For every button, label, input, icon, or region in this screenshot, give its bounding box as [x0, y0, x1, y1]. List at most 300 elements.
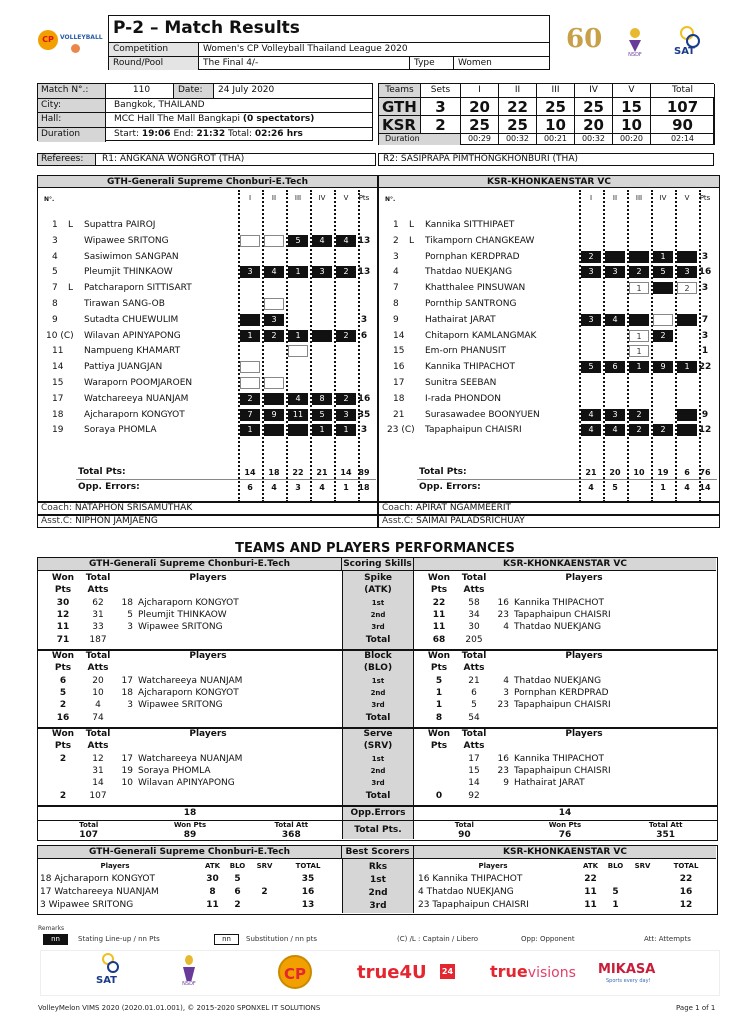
end-label: End: — [173, 128, 194, 139]
starting-legend-square: nn — [43, 934, 68, 945]
player-points: 3 — [360, 425, 368, 436]
total-attempts: 14 — [468, 778, 480, 788]
total-won: 0 — [435, 791, 443, 801]
player-name: Kannika SITTHIPAET — [425, 220, 515, 230]
won-points: 30 — [56, 598, 70, 608]
starting-square: 3 — [677, 266, 697, 278]
substitution-square — [653, 314, 673, 326]
referee-1-box — [37, 153, 376, 166]
team-a-opp-errors: 18 — [183, 808, 197, 818]
round-row — [109, 56, 549, 70]
won-header: Won — [51, 651, 75, 661]
nsdf-text: NSDF — [182, 981, 196, 987]
best-player: 18 Ajcharaporn KONGYOT — [40, 874, 156, 884]
player-row — [38, 233, 377, 249]
referees-label: Referees: — [38, 154, 96, 165]
score-cell: 107 — [651, 98, 715, 116]
total-pts-value: 14 — [244, 468, 256, 477]
player-name: Thatdao NUEKJANG — [514, 622, 602, 632]
ball-icon — [71, 44, 80, 53]
total-attempts: 20 — [92, 676, 104, 686]
won-points: 11 — [432, 622, 446, 632]
player-row — [379, 375, 719, 391]
coach-label: Coach: — [41, 503, 72, 513]
score-header-5: IV — [575, 84, 613, 98]
starting-square: 9 — [264, 409, 284, 421]
best-stat: 5 — [612, 887, 619, 897]
player-name: Ajcharaporn KONGYOT — [138, 688, 239, 698]
best-stat: 12 — [679, 900, 693, 910]
hall-name: MCC Hall The Mall Bangkapi — [114, 114, 240, 124]
player-number: 16 — [393, 362, 405, 373]
starting-square: 4 — [288, 393, 308, 405]
player-number: 23 — [497, 700, 509, 710]
score-header-7: Total — [651, 84, 715, 98]
player-number: 7 — [393, 283, 399, 294]
atts-header: Atts — [87, 741, 109, 751]
best-stat: 11 — [206, 900, 219, 910]
pts-header: Pts — [430, 663, 448, 673]
opp-errors-label: Opp. Errors: — [78, 482, 140, 492]
opp-errors-value: 1 — [343, 483, 349, 492]
player-name: Tapaphaipun CHAISRI — [514, 610, 611, 620]
player-name: Watchareeya NUANJAM — [138, 676, 243, 686]
player-row — [379, 328, 719, 344]
sponsor-24-badge: 24 — [440, 964, 455, 979]
score-header-3: II — [499, 84, 537, 98]
skill-code: (ATK) — [364, 585, 392, 595]
player-row — [379, 343, 719, 359]
best-stat: 8 — [209, 887, 216, 897]
player-number: 3 — [503, 688, 509, 698]
player-name: Watchareeya NUANJAM — [84, 393, 189, 404]
team-b-coach — [378, 502, 720, 515]
player-number: 18 — [121, 688, 133, 698]
player-name: Pornthip SANTRONG — [425, 299, 517, 309]
totals-header: Total — [454, 821, 474, 829]
player-number: 3 — [393, 251, 399, 262]
player-row — [379, 391, 719, 407]
type-label: Type — [409, 57, 454, 70]
skill-total-label: Total — [365, 635, 391, 645]
skill-total-label: Total — [365, 713, 391, 723]
starting-square: 3 — [605, 266, 625, 278]
total-attempts: 15 — [468, 766, 480, 776]
player-number: 19 — [121, 766, 133, 776]
attempts-legend: Att: Attempts — [644, 935, 691, 943]
starting-square: 1 — [288, 330, 308, 342]
total-header: Total — [461, 651, 487, 661]
hall-value — [110, 113, 314, 127]
score-cell: 25 — [575, 98, 613, 116]
total-label: Total: — [227, 128, 253, 139]
starting-square: 1 — [677, 361, 697, 373]
score-header-1: Sets — [421, 84, 461, 98]
player-name: Khatthalee PINSUWAN — [425, 283, 526, 294]
player-number: 19 — [52, 425, 64, 436]
pts-header: Pts — [54, 585, 72, 595]
player-name: Kannika THIPACHOT — [425, 362, 515, 373]
starting-square: 3 — [240, 266, 260, 278]
player-name: Watchareeya NUANJAM — [138, 754, 243, 764]
player-name: Pornphan KERDPRAD — [514, 688, 609, 698]
player-number: 23 — [497, 766, 509, 776]
total-atts: 74 — [92, 713, 104, 723]
player-row — [38, 391, 377, 407]
player-name: Em-orn PHANUSIT — [425, 346, 507, 357]
total-attempts: 33 — [92, 622, 104, 632]
player-row — [38, 328, 377, 344]
best-scorers-header: Best Scorers — [342, 846, 414, 859]
opp-errors-value: 4 — [684, 483, 690, 492]
total-pts-label: Total Pts. — [354, 825, 402, 835]
asst-label: Asst.C: — [382, 516, 414, 526]
player-number: 10 — [121, 778, 133, 788]
sponsor-true4u-logo: true4U — [357, 962, 427, 983]
date-value: 24 July 2020 — [218, 85, 275, 95]
won-points: 2 — [59, 754, 67, 764]
starting-square: 5 — [653, 266, 673, 278]
round-value: The Final 4/- — [203, 58, 259, 68]
best-header: BLO — [607, 862, 624, 870]
won-points: 6 — [59, 676, 67, 686]
starting-square: 2 — [240, 393, 260, 405]
scoring-skills-header: Scoring Skills — [342, 558, 414, 571]
players-header: Players — [189, 651, 227, 661]
player-row — [38, 359, 377, 375]
best-stat: 35 — [301, 874, 315, 884]
skill-total-label: Total — [365, 791, 391, 801]
starting-square: 2 — [581, 251, 601, 263]
best-player: 4 Thatdao NUEKJANG — [418, 887, 514, 897]
player-number: 9 — [52, 314, 58, 325]
substitution-square: 1 — [629, 345, 649, 357]
won-header: Won — [427, 573, 451, 583]
totals-divider — [417, 479, 717, 480]
team-b-performance-header: KSR-KHONKAENSTAR VC — [414, 558, 716, 571]
starting-square: 4 — [605, 424, 625, 436]
rank-label: 3rd — [371, 623, 385, 631]
players-header: Players — [189, 573, 227, 583]
total-header: Total — [461, 573, 487, 583]
atts-header: Atts — [463, 663, 485, 673]
starting-square: 5 — [312, 409, 332, 421]
starting-square: 1 — [336, 424, 356, 436]
total-attempts: 34 — [468, 610, 480, 620]
player-number: 7 — [52, 283, 58, 294]
substitution-square — [240, 235, 260, 247]
team-name-header: GTH-Generali Supreme Chonburi-E.Tech — [38, 176, 377, 188]
player-name: Pornphan KERDPRAD — [425, 251, 520, 262]
player-number: 15 — [52, 378, 64, 388]
best-header: ATK — [204, 862, 221, 870]
best-scorers-table — [37, 845, 718, 915]
set-duration: 02:14 — [651, 134, 715, 145]
score-header-0: Teams — [379, 84, 421, 98]
player-name: Sunitra SEEBAN — [425, 378, 497, 388]
starting-square: 4 — [264, 266, 284, 278]
player-name: Ajcharaporn KONGYOT — [138, 598, 239, 608]
best-stat: 22 — [679, 874, 693, 884]
player-number: 14 — [393, 330, 405, 341]
score-header-2: I — [461, 84, 499, 98]
asst-label: Asst.C: — [41, 516, 73, 526]
set-column-header: V — [684, 194, 690, 202]
team-a-coach — [37, 502, 378, 515]
player-row — [379, 312, 719, 328]
team-code: GTH — [379, 98, 421, 116]
won-points: 1 — [435, 688, 443, 698]
score-cell: 90 — [651, 116, 715, 134]
player-row — [379, 296, 719, 312]
player-name: Pleumjit THINKAOW — [138, 610, 227, 620]
opponent-legend: Opp: Opponent — [521, 935, 575, 943]
substitution-square — [264, 298, 284, 310]
player-name: Tapaphaipun CHAISRI — [425, 425, 522, 436]
starting-square: 4 — [581, 409, 601, 421]
best-header: ATK — [582, 862, 599, 870]
player-points: 13 — [357, 267, 371, 278]
sat-text: SAT — [96, 975, 117, 986]
page-number: Page 1 of 1 — [676, 1004, 716, 1012]
asst-name: NIPHON JAMJAENG — [75, 516, 158, 526]
total-pts-value: 76 — [699, 468, 711, 477]
player-name: Pattiya JUANGJAN — [84, 362, 163, 373]
starting-square: 2 — [629, 409, 649, 421]
player-number: 16 — [497, 754, 509, 764]
player-points: 13 — [357, 235, 371, 246]
match-no-row — [38, 84, 372, 99]
player-points: 1 — [701, 346, 709, 357]
best-header: Players — [100, 862, 130, 870]
total-pts-value: 20 — [609, 468, 621, 477]
starting-square — [264, 393, 284, 405]
totals-header: Total — [79, 821, 99, 829]
referee-2-box — [378, 153, 714, 166]
rank-label: 1st — [371, 677, 385, 685]
player-row — [38, 375, 377, 391]
starting-square: 9 — [653, 361, 673, 373]
starting-square: 1 — [653, 251, 673, 263]
starting-square — [312, 330, 332, 342]
starting-square: 3 — [605, 409, 625, 421]
player-row — [38, 280, 377, 296]
anniversary-60-logo: 60 — [566, 24, 603, 54]
nsdf-logo: NSDF — [628, 28, 642, 60]
total-won: 68 — [432, 635, 446, 645]
rank-label: 3rd — [371, 779, 385, 787]
player-number: 4 — [52, 251, 58, 262]
starting-square: 4 — [605, 314, 625, 326]
match-no-label: Match N°.: — [38, 84, 106, 98]
coach-name: NATAPHON SRISAMUTHAK — [74, 503, 193, 513]
best-player: 16 Kannika THIPACHOT — [418, 874, 523, 884]
totals-value: 89 — [183, 830, 197, 840]
player-number: 17 — [52, 393, 64, 404]
best-player: 23 Tapaphaipun CHAISRI — [418, 900, 529, 910]
total-atts: 54 — [468, 713, 480, 723]
total-header: Total — [461, 729, 487, 739]
player-role: L — [68, 220, 74, 230]
score-cell: 22 — [499, 98, 537, 116]
opp-errors-value: 14 — [699, 483, 711, 492]
substitution-square — [240, 361, 260, 373]
totals-header: Total Att — [274, 821, 309, 829]
player-number: 4 — [503, 622, 509, 632]
player-name: Wilavan APINYAPONG — [138, 778, 235, 788]
sponsor-mikasa-logo: MIKASA — [598, 962, 656, 977]
sponsor-nsdf-logo — [181, 955, 197, 993]
player-row — [379, 249, 719, 265]
players-header: Players — [565, 651, 603, 661]
cp-logo-icon: CP — [38, 30, 58, 50]
starting-square: 1 — [288, 266, 308, 278]
best-stat: 2 — [234, 900, 241, 910]
match-no-value: 110 — [106, 84, 174, 98]
player-number: 1 — [393, 220, 399, 230]
player-name: Tirawan SANG-OB — [84, 299, 165, 309]
city-value: Bangkok, THAILAND — [114, 99, 205, 110]
total-header: Total — [85, 729, 111, 739]
starting-square: 8 — [312, 393, 332, 405]
coach-label: Coach: — [382, 503, 413, 513]
player-name: Wipawee SRITONG — [138, 622, 223, 632]
best-player: 3 Wipawee SRITONG — [40, 900, 134, 910]
sponsor-sat-logo — [94, 953, 128, 993]
starting-square: 1 — [240, 424, 260, 436]
total-attempts: 21 — [468, 676, 480, 686]
total-pts-value: 21 — [585, 468, 597, 477]
total-attempts: 31 — [92, 766, 104, 776]
rank-label: 3rd — [369, 901, 387, 911]
team-a-roster — [37, 175, 378, 502]
best-stat: 13 — [301, 900, 315, 910]
won-points: 12 — [56, 610, 70, 620]
set-duration: 00:32 — [575, 134, 613, 145]
starting-square: 3 — [264, 314, 284, 326]
player-name: Nampueng KHAMART — [84, 346, 181, 357]
scoreboard — [378, 83, 714, 145]
player-row — [379, 422, 719, 438]
starting-square: 3 — [336, 409, 356, 421]
player-points: 3 — [701, 283, 709, 294]
player-row — [379, 233, 719, 249]
score-cell: 20 — [461, 98, 499, 116]
total-won: 2 — [59, 791, 67, 801]
team-name-header: KSR-KHONKAENSTAR VC — [379, 176, 719, 188]
won-header: Won — [427, 651, 451, 661]
skill-code: (BLO) — [363, 663, 393, 673]
set-column-header: V — [343, 194, 349, 202]
best-stat: 30 — [206, 874, 219, 884]
rks-header: Rks — [368, 862, 388, 872]
totals-header: Total Att — [648, 821, 683, 829]
rank-label: 3rd — [371, 701, 385, 709]
set-duration: 00:32 — [499, 134, 537, 145]
totals-value: 107 — [79, 830, 99, 840]
player-name: Soraya PHOMLA — [84, 425, 157, 436]
rank-label: 1st — [370, 875, 386, 885]
best-stat: 11 — [584, 887, 597, 897]
totals-value: 368 — [281, 830, 301, 840]
starting-square: 3 — [312, 266, 332, 278]
starting-square — [240, 314, 260, 326]
skill-name: Serve — [363, 729, 393, 739]
player-number: 3 — [127, 700, 133, 710]
starting-square: 4 — [312, 235, 332, 247]
team-b-asst-coach — [378, 515, 720, 528]
duration-row — [38, 128, 372, 143]
player-row — [38, 217, 377, 233]
starting-square — [264, 424, 284, 436]
set-column-header: IV — [659, 194, 667, 202]
asst-name: SAIMAI PALADSRICHUAY — [416, 516, 525, 526]
total-attempts: 12 — [92, 754, 104, 764]
total-attempts: 4 — [95, 700, 101, 710]
total-attempts: 5 — [471, 700, 477, 710]
player-points: 3 — [360, 314, 368, 325]
set-column-header: I — [248, 194, 252, 202]
cp-volleyball-logo-text: VOLLEYBALL — [60, 34, 103, 41]
player-row — [379, 359, 719, 375]
starting-square: 4 — [581, 424, 601, 436]
substitution-square: 2 — [677, 282, 697, 294]
end-time: 21:32 — [196, 128, 226, 139]
substitution-square — [264, 377, 284, 389]
player-number: 2 — [393, 235, 399, 246]
rank-label: 2nd — [370, 767, 386, 775]
player-row — [379, 280, 719, 296]
totals-value: 90 — [458, 830, 471, 840]
player-number: 8 — [393, 299, 399, 309]
starting-square: 11 — [288, 409, 308, 421]
footer-credit: VolleyMelon VIMS 2020 (2020.01.01.001), © 2015-2020 SPONXEL IT SOLUTIONS — [38, 1004, 321, 1012]
duration-label: Duration — [38, 128, 106, 143]
substitution-square: 1 — [629, 330, 649, 342]
player-name: Sutadta CHUEWULIM — [84, 314, 179, 325]
referee-2: R2: SASIPRAPA PIMTHONGKHONBURI (THA) — [383, 154, 578, 164]
player-name: Patcharaporn SITTISART — [84, 283, 192, 294]
score-header-4: III — [537, 84, 575, 98]
total-pts-value: 89 — [358, 468, 370, 477]
player-name: Thatdao NUEKJANG — [514, 676, 602, 686]
player-points: 9 — [701, 409, 709, 420]
player-name: Waraporn POOMJAROEN — [84, 378, 193, 388]
won-points: 2 — [59, 700, 67, 710]
player-name: Hathairat JARAT — [514, 778, 585, 788]
score-header-6: V — [613, 84, 651, 98]
starting-square — [653, 282, 673, 294]
competition-value: Women's CP Volleyball Thailand League 2020 — [203, 44, 408, 54]
player-points: 12 — [698, 425, 712, 436]
player-name: Soraya PHOMLA — [138, 766, 211, 776]
total-header: Total — [85, 651, 111, 661]
round-label: Round/Pool — [109, 57, 199, 70]
players-header: Players — [565, 573, 603, 583]
best-stat: 6 — [234, 887, 241, 897]
start-time: 19:06 — [141, 128, 171, 139]
team-b-best-header: KSR-KHONKAENSTAR VC — [414, 846, 716, 859]
player-name: Ajcharaporn KONGYOT — [84, 409, 185, 420]
starting-square: 4 — [336, 235, 356, 247]
team-code: KSR — [379, 116, 421, 134]
opp-errors-label: Opp. Errors: — [419, 482, 481, 492]
player-number: 17 — [393, 378, 405, 388]
score-cell: 25 — [499, 116, 537, 134]
starting-square: 2 — [336, 330, 356, 342]
player-row — [38, 249, 377, 265]
total-pts-label: Total Pts: — [419, 467, 467, 477]
